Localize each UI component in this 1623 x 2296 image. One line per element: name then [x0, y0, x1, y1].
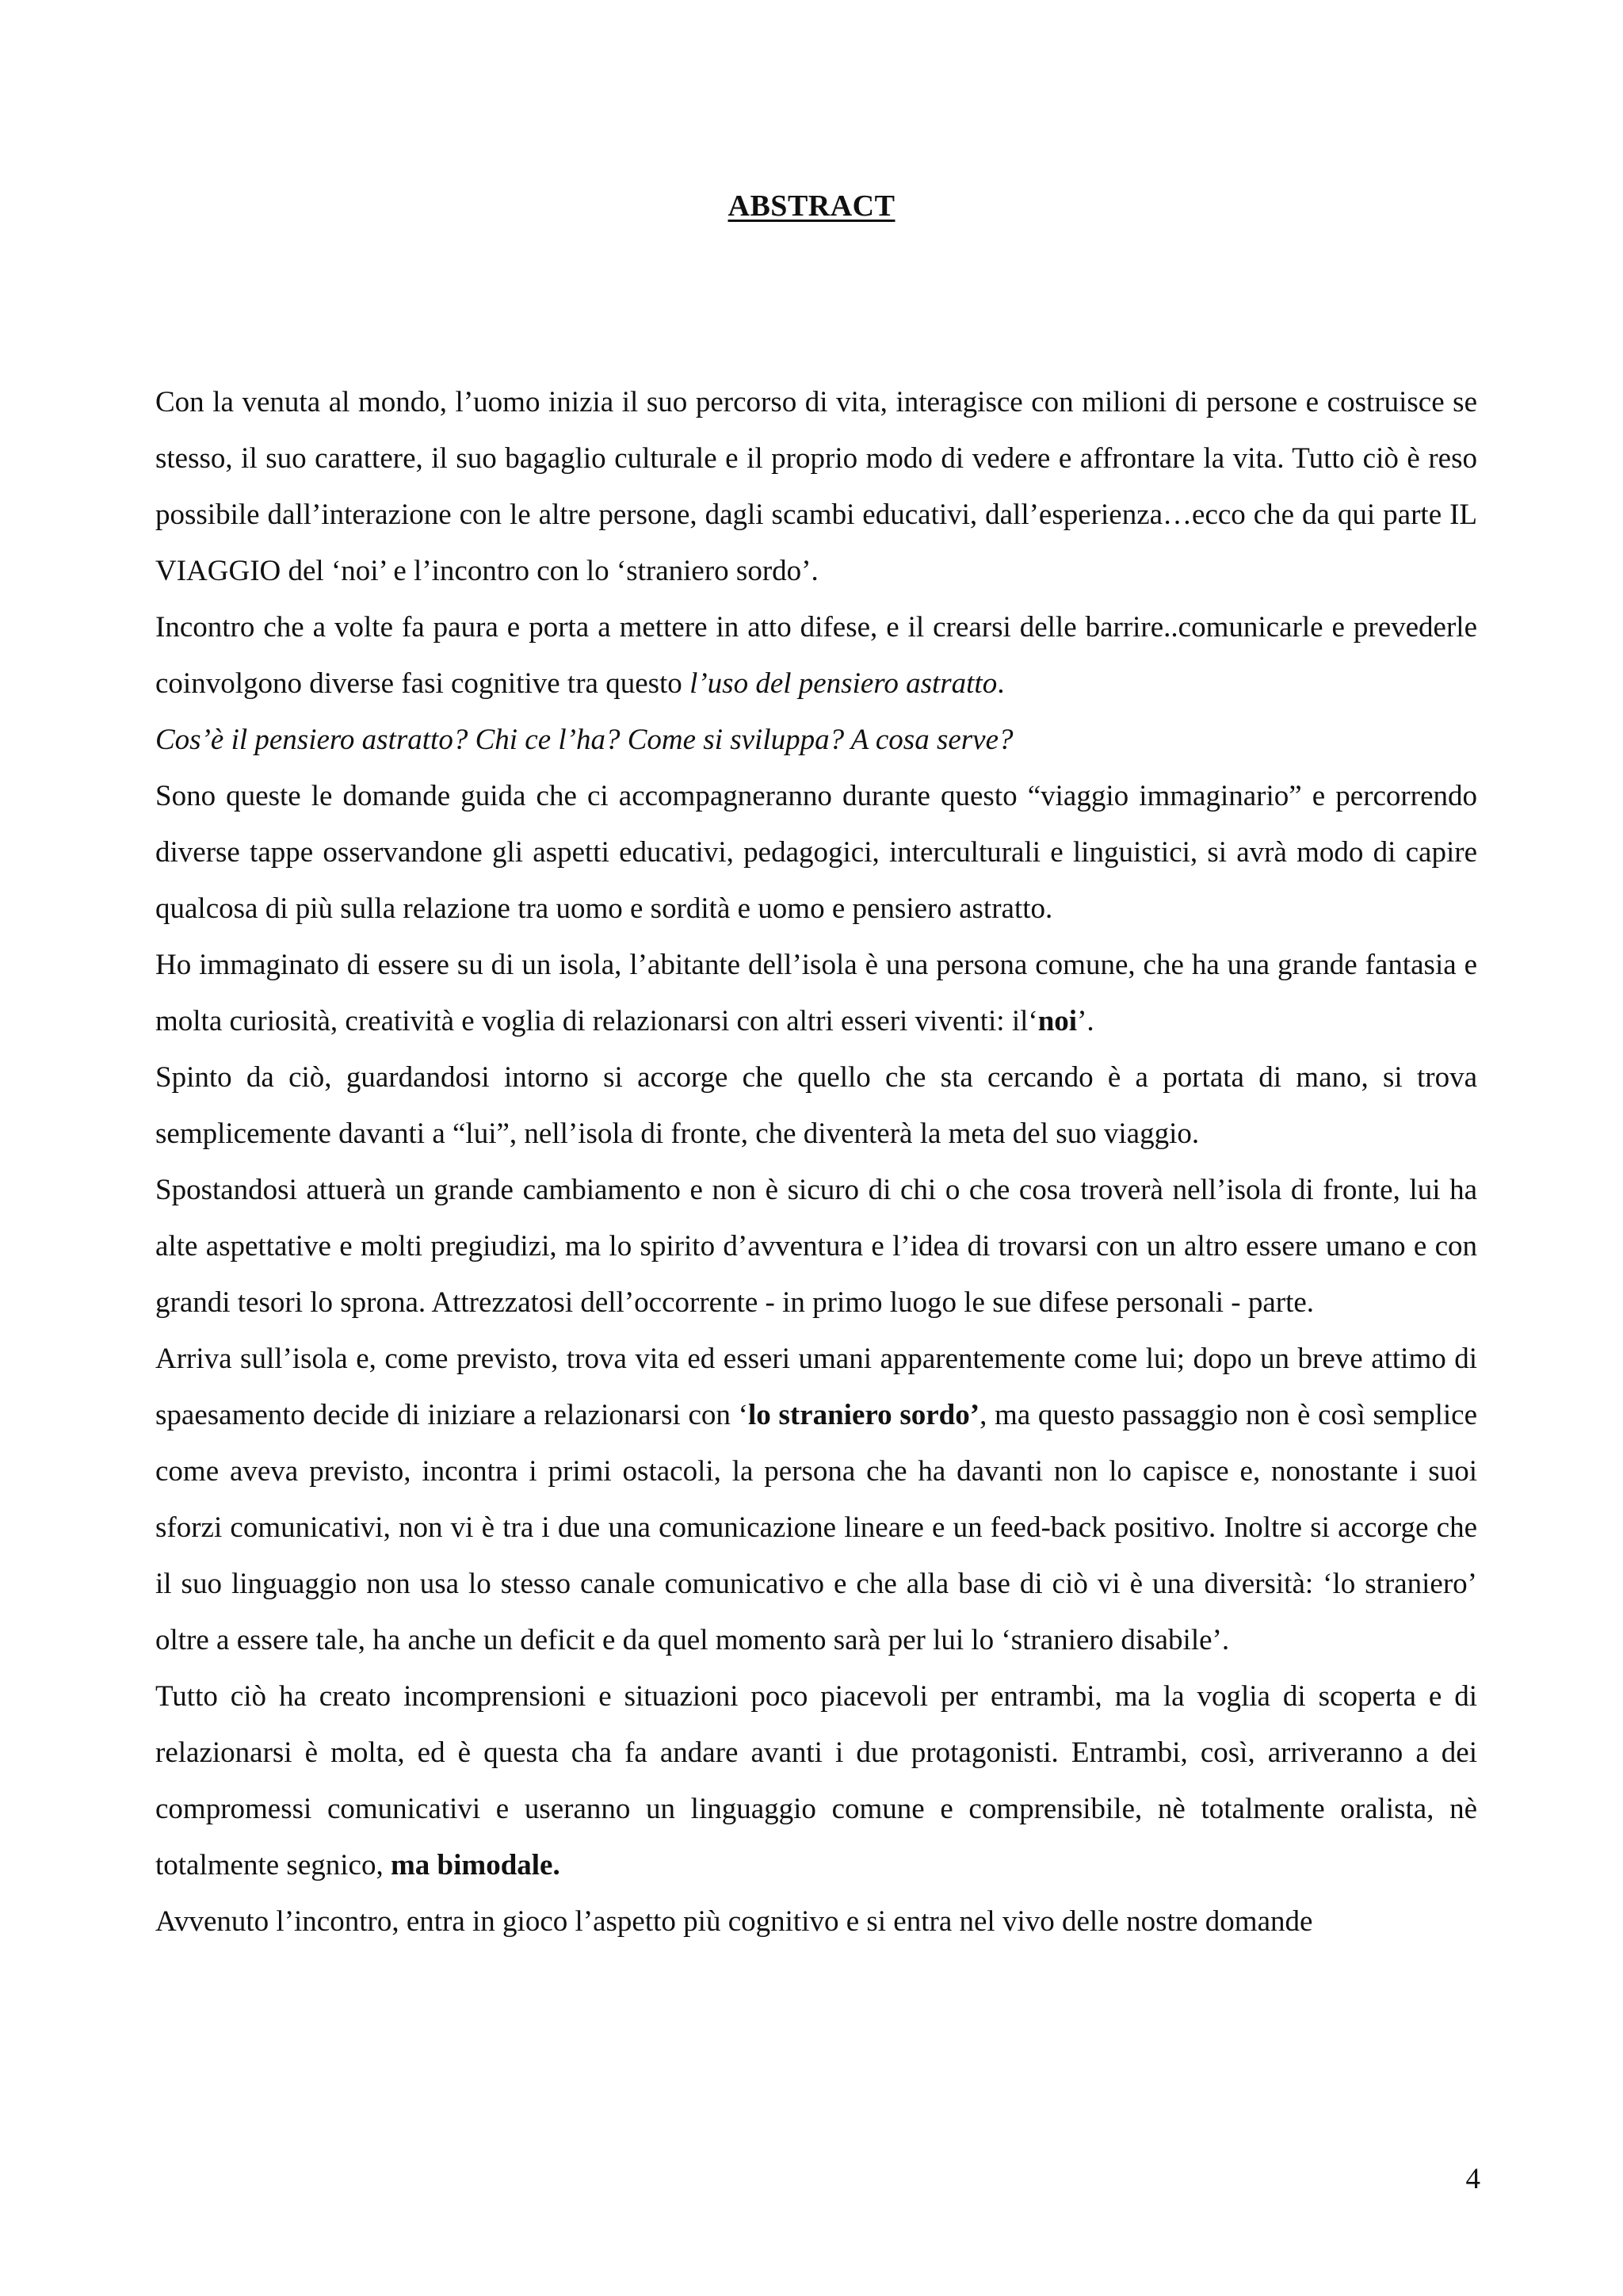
paragraph-motivation: Spinto da ciò, guardandosi intorno si accorge che quello che sta cercando è a portata di mano, si trova semplicemente davanti a “lui”, nell’isola di fronte, che diventerà la meta del suo viaggio.	[155, 1061, 1477, 1150]
abstract-body	[155, 374, 1477, 1950]
paragraph-guide: Sono queste le domande guida che ci accompagneranno durante questo “viaggio immaginario” e percorrendo diverse tappe osservandone gli aspetti educativi, pedagogici, interculturali e linguistici, si avrà modo di capire qualcosa di più sulla relazione tra uomo e sordità e uomo e pensiero astratto.	[155, 780, 1477, 925]
paragraph-compromise	[155, 1668, 1477, 1893]
paragraph-island-text: Ho immaginato di essere su di un isola, l’abitante dell’isola è una persona comune, che ha una grande fantasia e molta curiosità, creatività e voglia di relazionarsi con altri esseri viventi: il‘	[155, 949, 1477, 1037]
paragraph-cognitive: Avvenuto l’incontro, entra in gioco l’aspetto più cognitivo e si entra nel vivo delle nostre domande	[155, 1905, 1313, 1938]
paragraph-journey: Spostandosi attuerà un grande cambiamento e non è sicuro di chi o che cosa troverà nell’isola di fronte, lui ha alte aspettative e molti pregiudizi, ma lo spirito d’avventura e l’idea di trovarsi con un altro essere umano e con grandi tesori lo sprona. Attrezzatosi dell’occorrente - in primo luogo le sue difese personali - parte.	[155, 1174, 1477, 1319]
paragraph-island	[155, 937, 1477, 1049]
abstract-thought-emphasis: l’uso del pensiero astratto	[689, 667, 998, 700]
page-number: 4	[1465, 2163, 1480, 2195]
straniero-sordo-emphasis: lo straniero sordo’	[747, 1399, 980, 1431]
paragraph-barriers-end: .	[997, 667, 1005, 700]
paragraph-encounter-text: Arriva sull’isola e, come previsto, trova vita ed esseri umani apparentemente come lui; dopo un breve attimo di spaesamento decide di iniziare a relazionarsi con ‘	[155, 1343, 1477, 1431]
page-title: ABSTRACT	[727, 189, 896, 223]
paragraph-encounter-end: , ma questo passaggio non è così semplice come aveva previsto, incontra i primi ostacoli, la persona che ha davanti non lo capisce e, nonostante i suoi sforzi comunicativi, non vi è tra i due una comunicazione lineare e un feed-back positivo. Inoltre si accorge che il suo linguaggio non usa lo stesso canale comunicativo e che alla base di ciò vi è una diversità: ‘lo straniero’ oltre a essere tale, ha anche un deficit e da quel momento sarà per lui lo ‘straniero disabile’.	[155, 1399, 1477, 1656]
paragraph-questions: Cos’è il pensiero astratto? Chi ce l’ha? Come si sviluppa? A cosa serve?	[155, 724, 1014, 756]
paragraph-compromise-text: Tutto ciò ha creato incomprensioni e situazioni poco piacevoli per entrambi, ma la voglia di scoperta e di relazionarsi è molta, ed è questa cha fa andare avanti i due protagonisti. Entrambi, così, arriveranno a dei compromessi comunicativi e useranno un linguaggio comune e comprensibile, nè totalmente oralista, nè totalmente segnico,	[155, 1680, 1477, 1881]
noi-emphasis: noi	[1037, 1005, 1078, 1037]
paragraph-island-end: ’.	[1077, 1005, 1094, 1037]
bimodale-emphasis: ma bimodale.	[390, 1849, 560, 1881]
paragraph-barriers-text: Incontro che a volte fa paura e porta a mettere in atto difese, e il crearsi delle barrire..comunicarle e prevederle coinvolgono diverse fasi cognitive tra questo	[155, 611, 1477, 700]
paragraph-encounter	[155, 1331, 1477, 1668]
paragraph-barriers	[155, 599, 1477, 712]
paragraph-intro: Con la venuta al mondo, l’uomo inizia il suo percorso di vita, interagisce con milioni di persone e costruisce se stesso, il suo carattere, il suo bagaglio culturale e il proprio modo di vedere e affrontare la vita. Tutto ciò è reso possibile dall’interazione con le altre persone, dagli scambi educativi, dall’esperienza…ecco che da qui parte IL VIAGGIO del ‘noi’ e l’incontro con lo ‘straniero sordo’.	[155, 386, 1477, 587]
